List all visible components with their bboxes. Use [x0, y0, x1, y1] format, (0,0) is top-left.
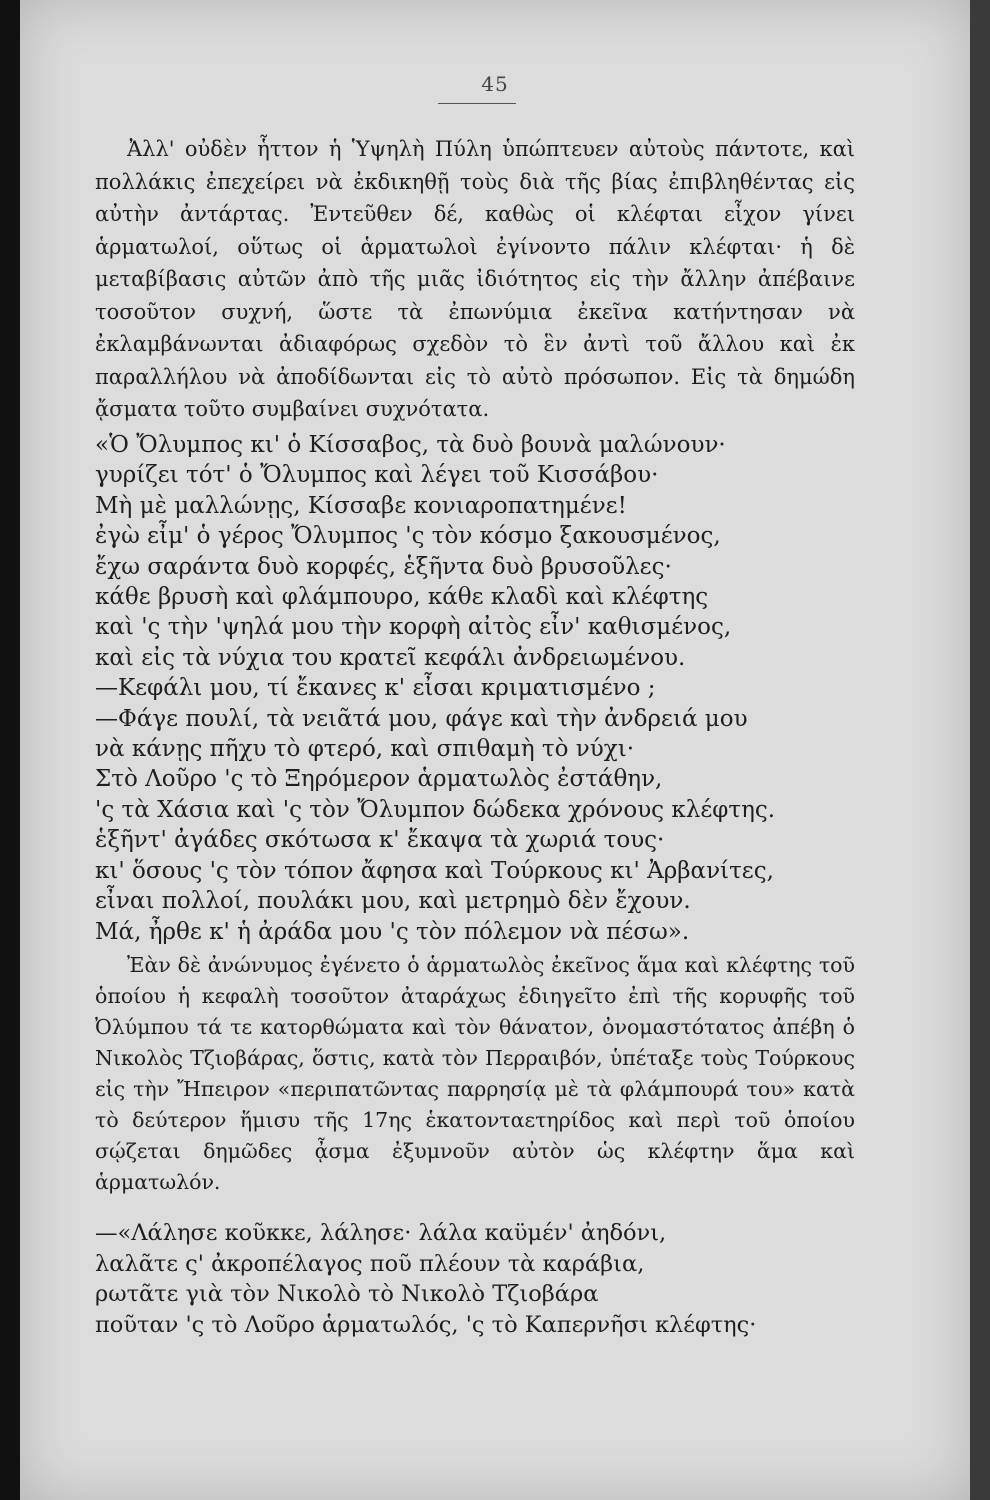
poem-line: ἐγὼ εἶμ' ὁ γέρος Ὄλυμπος 'ς τὸν κόσμο ξακουσμένος, [95, 523, 721, 550]
poem-line: —Φάγε πουλί, τὰ νειᾶτά μου, φάγε καὶ τὴν ἀνδρειά μου [95, 705, 748, 732]
page-number-rule [438, 103, 516, 104]
poem-line: καὶ εἰς τὰ νύχια του κρατεῖ κεφάλι ἀνδρειωμένου. [95, 644, 686, 671]
poem-line: Μὴ μὲ μαλλώνῃς, Κίσσαβε κονιαροπατημένε! [95, 492, 627, 519]
paragraph-1-text: Ἀλλ' οὐδὲν ἧττον ἡ Ὑψηλὴ Πύλη ὑπώπτευεν αὐτοὺς πάντοτε, καὶ πολλάκις ἐπεχείρει νὰ ἐκδικηθῇ τοὺς διὰ τῆς βίας ἐπιβληθέντας εἰς αὐτὴν ἀντάρτας. Ἐντεῦθεν δέ, καθὼς οἱ κλέφται εἶχον γίνει ἁρματωλοί, οὕτως οἱ ἁρματωλοὶ ἐγίνοντο πάλιν κλέφται· ἡ δὲ μεταβίβασις αὐτῶν ἀπὸ τῆς μιᾶς ἰδιότητος εἰς τὴν ἄλλην ἀπέβαινε τοσοῦτον συχνή, ὥστε τὰ ἐπωνύμια ἐκεῖνα κατήντησαν νὰ ἐκλαμβάνωνται ἀδιαφόρως σχεδὸν τὸ ἓν ἀντὶ τοῦ ἄλλου καὶ ἐκ παραλλήλου νὰ ἀποδίδωνται εἰς τὸ αὐτὸ πρόσωπον. Εἰς τὰ δημώδη ᾄσματα τοῦτο συμβαίνει συχνότατα. [95, 137, 855, 421]
paragraph-2 [95, 950, 855, 1198]
poem-line: ποῦταν 'ς τὸ Λοῦρο ἁρματωλός, 'ς τὸ Καπερνῆσι κλέφτης· [95, 1311, 757, 1338]
poem-line: —«Λάλησε κοῦκκε, λάλησε· λάλα καϋμέν' ἀηδόνι, [95, 1220, 667, 1246]
paragraph-2-text: Ἐὰν δὲ ἀνώνυμος ἐγένετο ὁ ἁρματωλὸς ἐκεῖνος ἅμα καὶ κλέφτης τοῦ ὁποίου ἡ κεφαλὴ τοσοῦτον ἀταράχως ἐδιηγεῖτο ἐπὶ τῆς κορυφῆς τοῦ Ὀλύμπου τά τε κατορθώματα καὶ τὸν θάνατον, ὀνομαστότατος ἀπέβη ὁ Νικολὸς Τζιοβάρας, ὅστις, κατὰ τὸν Περραιβόν, ὑπέταξε τοὺς Τούρκους εἰς τὴν Ἤπειρον «περιπατῶντας παρρησίᾳ μὲ τὰ φλάμπουρά του» κατὰ τὸ δεύτερον ἥμισυ τῆς 17ης ἑκατονταετηρίδος καὶ περὶ τοῦ ὁποίου σῴζεται δημῶδες ᾆσμα ἐξυμνοῦν αὐτὸν ὡς κλέφτην ἅμα καὶ ἁρματωλόν. [95, 953, 855, 1194]
poem-line: νὰ κάνῃς πῆχυ τὸ φτερό, καὶ σπιθαμὴ τὸ νύχι· [95, 736, 635, 763]
poem-line: ἑξῆντ' ἀγάδες σκότωσα κ' ἔκαψα τὰ χωριά τους· [95, 827, 665, 854]
poem-line: ἔχω σαράντα δυὸ κορφές, ἑξῆντα δυὸ βρυσοῦλες· [95, 553, 672, 580]
scan-edge-left [0, 0, 20, 1500]
poem-line: κι' ὅσους 'ς τὸν τόπον ἄφησα καὶ Τούρκους κι' Ἀρβανίτες, [95, 857, 774, 884]
poem-line: «Ὁ Ὄλυμπος κι' ὁ Κίσσαβος, τὰ δυὸ βουνὰ μαλώνουν· [95, 432, 726, 458]
poem-line: εἶναι πολλοί, πουλάκι μου, καὶ μετρημὸ δὲν ἔχουν. [95, 888, 691, 915]
poem-line: 'ς τὰ Χάσια καὶ 'ς τὸν Ὄλυμπον δώδεκα χρόνους κλέφτης. [95, 796, 776, 823]
poem-line: Μά, ἦρθε κ' ἡ ἀράδα μου 'ς τὸν πόλεμον νὰ πέσω». [95, 918, 690, 945]
poem-line: λαλᾶτε ς' ἀκροπέλαγος ποῦ πλέουν τὰ καράβια, [95, 1250, 645, 1277]
book-page [20, 0, 970, 1500]
poem-line: ρωτᾶτε γιὰ τὸν Νικολὸ τὸ Νικολὸ Τζιοβάρα [95, 1281, 599, 1307]
page-number: 45 [481, 72, 509, 96]
paragraph-1 [95, 133, 855, 426]
poem-line: Στὸ Λοῦρο 'ς τὸ Ξηρόμερον ἁρματωλὸς ἐστάθην, [95, 766, 663, 793]
poem-line: κάθε βρυσὴ καὶ φλάμπουρο, κάθε κλαδὶ καὶ κλέφτης [95, 584, 709, 611]
poem-tziovaras [95, 1218, 855, 1340]
scan-edge-right [970, 0, 990, 1500]
poem-line: γυρίζει τότ' ὁ Ὄλυμπος καὶ λέγει τοῦ Κισσάβου· [95, 462, 659, 489]
poem-line: —Κεφάλι μου, τί ἔκανες κ' εἶσαι κριματισμένο ; [95, 675, 656, 702]
poem-line: καὶ 'ς τὴν 'ψηλά μου τὴν κορφὴ αἰτὸς εἶν' καθισμένος, [95, 614, 732, 641]
poem-olympos-kissavos [95, 430, 855, 947]
